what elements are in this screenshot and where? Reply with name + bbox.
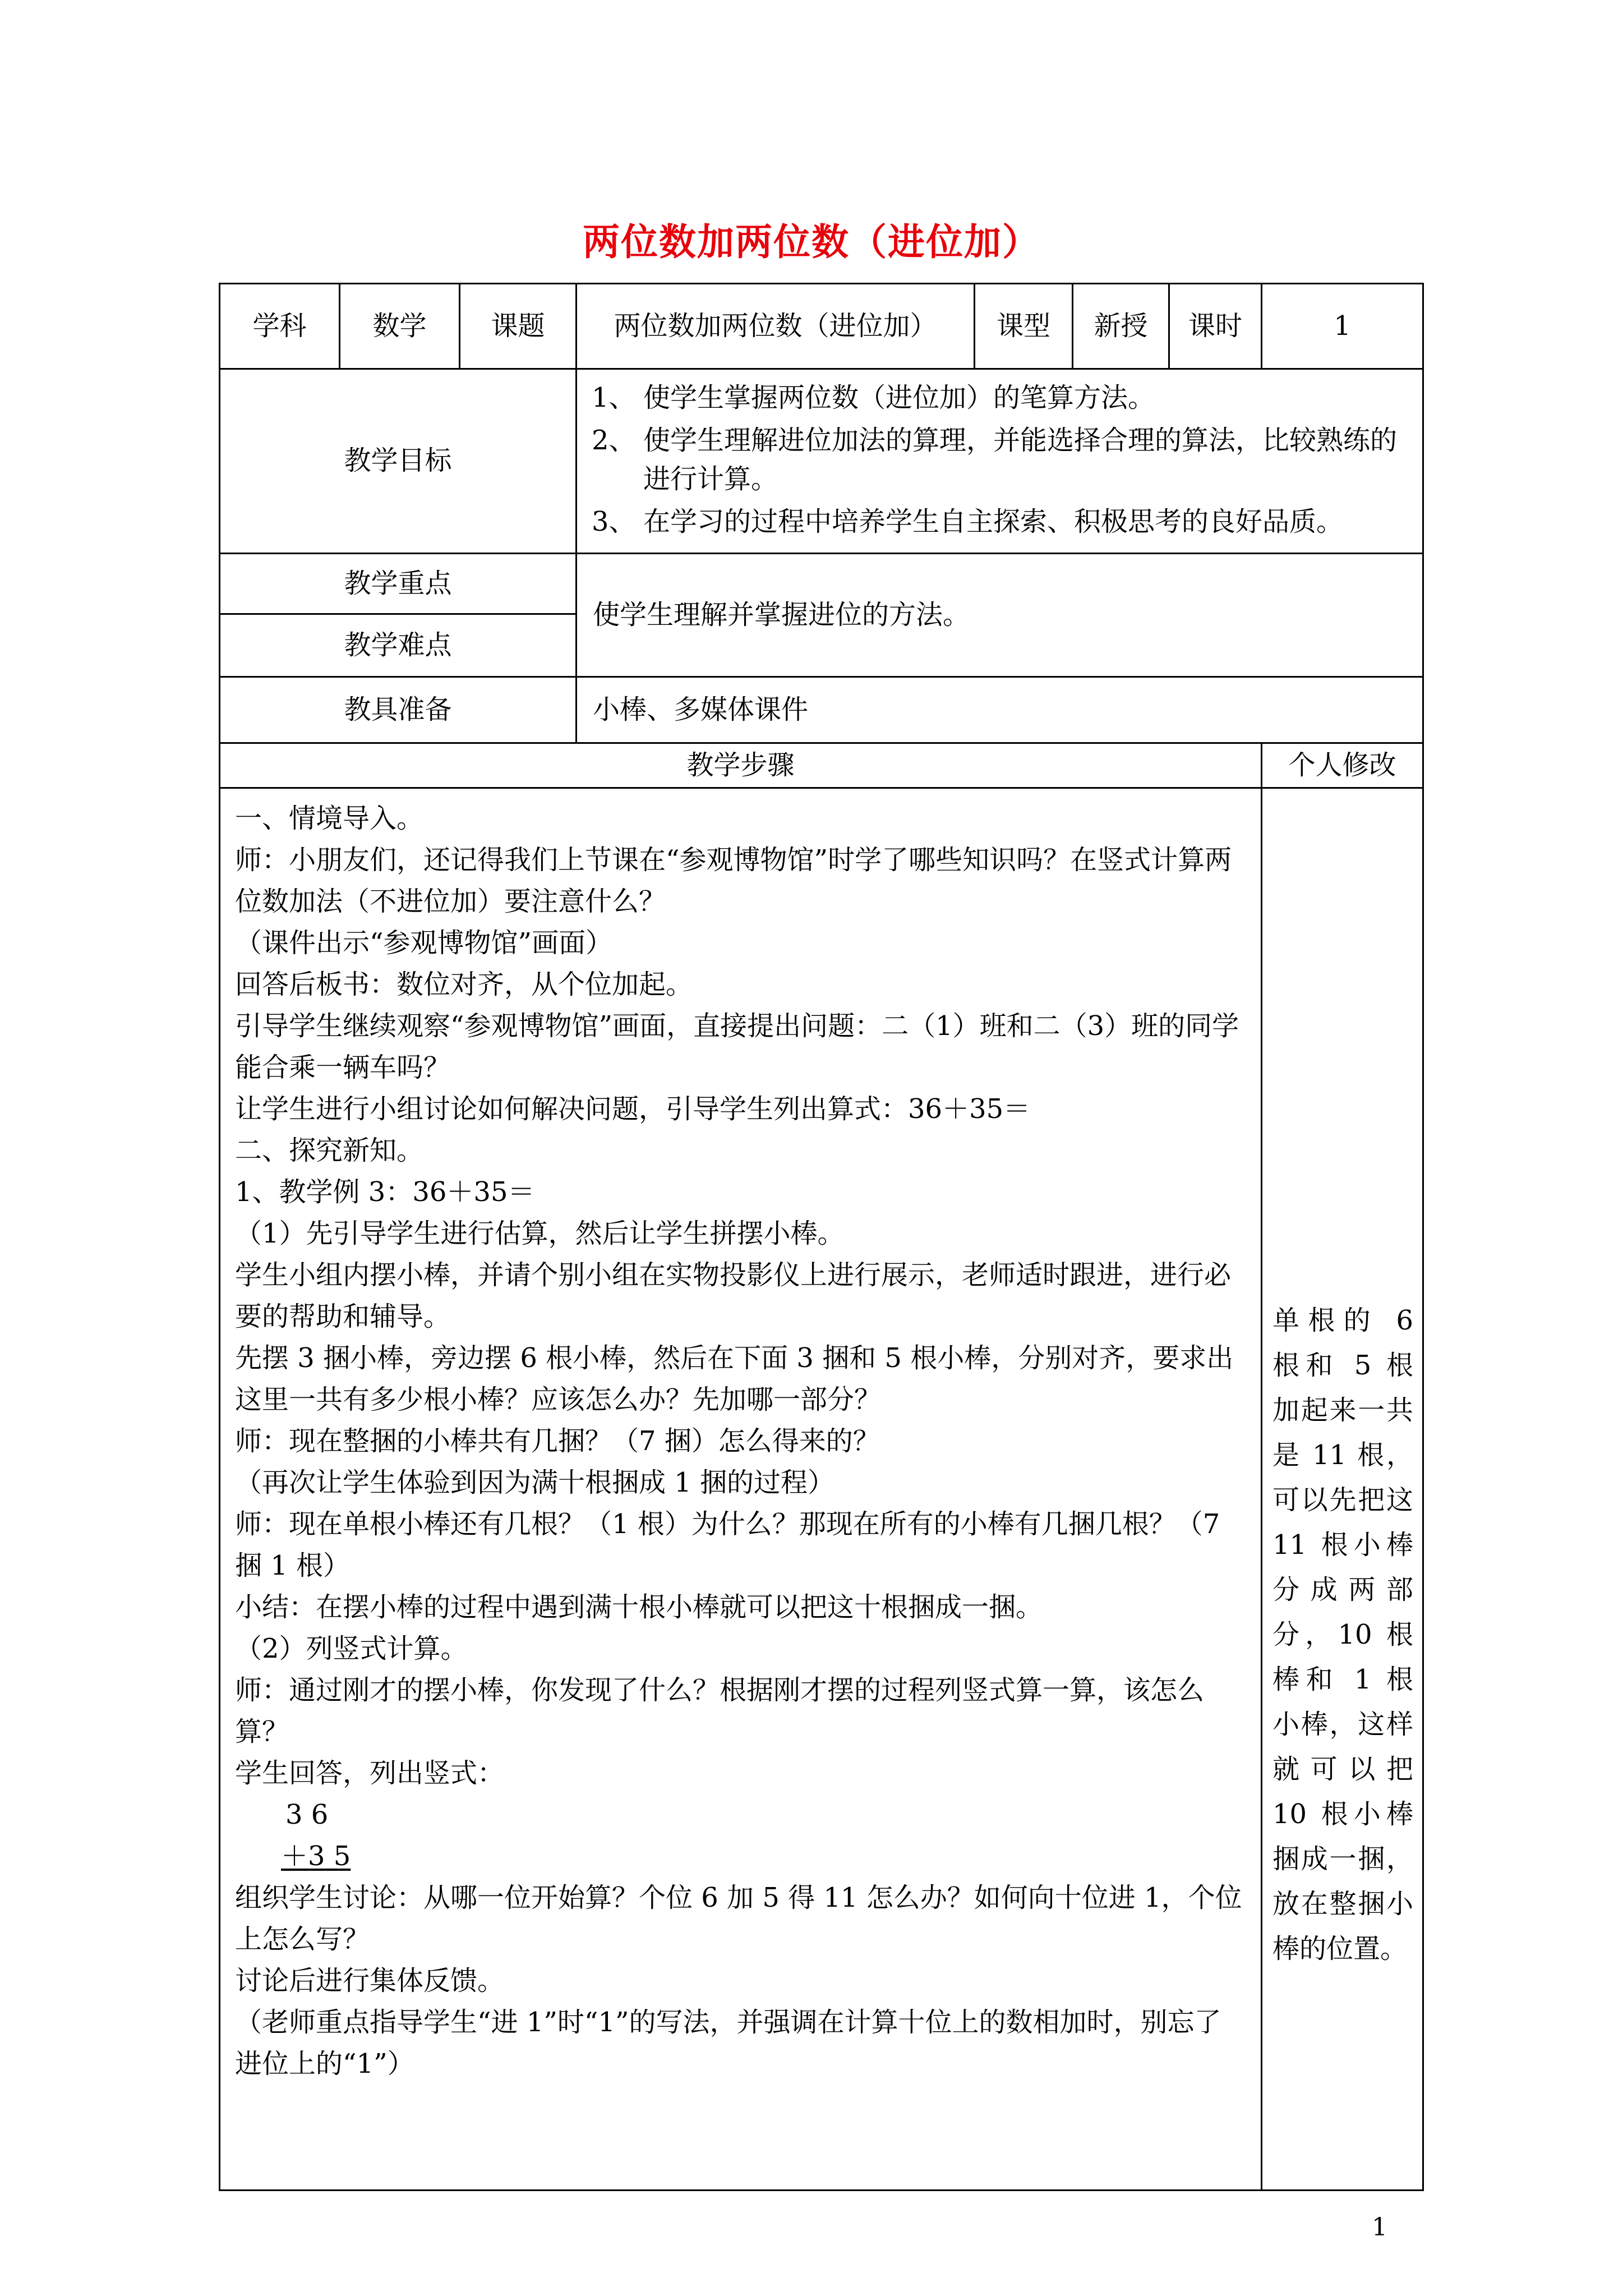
goal-item: 2、 使学生理解进位加法的算理，并能选择合理的算法，比较熟练的进行计算。 <box>592 424 1398 495</box>
page-number: 1 <box>1372 2213 1387 2242</box>
header-row <box>220 284 1423 369</box>
step-line: 一、情境导入。 <box>235 803 424 835</box>
subject-value: 数学 <box>340 284 460 369</box>
step-line: 让学生进行小组讨论如何解决问题，引导学生列出算式：36＋35＝ <box>235 1093 1031 1125</box>
step-line: （2）列竖式计算。 <box>235 1633 468 1665</box>
step-line: （老师重点指导学生“进 1”时“1”的写法，并强调在计算十位上的数相加时，别忘了进位上的“1”） <box>235 2007 1221 2080</box>
step-line: 组织学生讨论：从哪一位开始算？个位 6 加 5 得 11 怎么办？如何向十位进 1，个位上怎么写？ <box>235 1882 1242 1955</box>
type-value: 新授 <box>1073 284 1169 369</box>
step-line: 二、探究新知。 <box>235 1135 424 1167</box>
step-line: 先摆 3 捆小棒，旁边摆 6 根小棒，然后在下面 3 捆和 5 根小棒，分别对齐，要求出这里一共有多少根小棒？应该怎么办？先加哪一部分？ <box>235 1342 1234 1416</box>
step-line: 讨论后进行集体反馈。 <box>235 1965 505 1997</box>
goals-row <box>220 369 1423 554</box>
step-line: 师：小朋友们，还记得我们上节课在“参观博物馆”时学了哪些知识吗？在竖式计算两位数加法（不进位加）要注意什么？ <box>235 844 1232 918</box>
key-point-label: 教学重点 <box>220 554 577 614</box>
step-line: （再次让学生体验到因为满十根捆成 1 捆的过程） <box>235 1467 835 1499</box>
step-line: 学生回答，列出竖式： <box>235 1757 505 1789</box>
step-line: 师：通过刚才的摆小棒，你发现了什么？根据刚才摆的过程列竖式算一算，该怎么算？ <box>235 1674 1205 1748</box>
step-line: （1）先引导学生进行估算，然后让学生拼摆小棒。 <box>235 1218 845 1250</box>
goal-item: 1、 使学生掌握两位数（进位加）的笔算方法。 <box>592 382 1155 413</box>
step-line: 学生小组内摆小棒，并请个别小组在实物投影仪上进行展示，老师适时跟进，进行必要的帮助和辅导。 <box>235 1259 1232 1333</box>
goals-content <box>577 369 1423 554</box>
step-line: 小结：在摆小棒的过程中遇到满十根小棒就可以把这十根捆成一捆。 <box>235 1591 1043 1623</box>
type-label: 课型 <box>975 284 1073 369</box>
notes-header: 个人修改 <box>1262 743 1423 788</box>
steps-header: 教学步骤 <box>220 743 1262 788</box>
goals-label: 教学目标 <box>220 369 577 554</box>
step-line: （课件出示“参观博物馆”画面） <box>235 927 613 959</box>
period-value: 1 <box>1262 284 1423 369</box>
key-difficulty-content: 使学生理解并掌握进位的方法。 <box>577 554 1423 677</box>
topic-value: 两位数加两位数（进位加） <box>577 284 975 369</box>
goal-item: 3、 在学习的过程中培养学生自主探索、积极思考的良好品质。 <box>592 505 1344 537</box>
period-label: 课时 <box>1169 284 1262 369</box>
vertical-addend-bottom: ＋3 5 <box>281 1841 351 1872</box>
subject-label: 学科 <box>220 284 340 369</box>
materials-label: 教具准备 <box>220 677 577 743</box>
step-line: 回答后板书：数位对齐，从个位加起。 <box>235 969 693 1001</box>
materials-row <box>220 677 1423 743</box>
topic-label: 课题 <box>460 284 577 369</box>
key-point-row <box>220 554 1423 614</box>
steps-row <box>220 788 1423 2191</box>
steps-content <box>220 788 1262 2191</box>
notes-content <box>1262 788 1423 2191</box>
step-line: 师：现在单根小棒还有几根？（1 根）为什么？那现在所有的小棒有几捆几根？（7 捆 1 根） <box>235 1508 1220 1582</box>
lesson-plan-table <box>219 283 1424 2191</box>
difficulty-label: 教学难点 <box>220 614 577 677</box>
materials-content: 小棒、多媒体课件 <box>577 677 1423 743</box>
steps-header-row <box>220 743 1423 788</box>
step-line: 师：现在整捆的小棒共有几捆？（7 捆）怎么得来的？ <box>235 1425 880 1457</box>
document-title: 两位数加两位数（进位加） <box>583 220 1040 264</box>
step-line: 1、教学例 3：36＋35＝ <box>235 1176 535 1208</box>
vertical-addend-top: 3 6 <box>285 1799 329 1831</box>
step-line: 引导学生继续观察“参观博物馆”画面，直接提出问题：二（1）班和二（3）班的同学能合乘一辆车吗？ <box>235 1010 1239 1084</box>
note-text: 单根的 6 根和 5 根加起来一共是 11 根，可以先把这 11 根小棒分成两部分，10 根棒和 1 根小棒，这样就可以把 10 根小棒捆成一捆，放在整捆小棒的位置。 <box>1272 1305 1414 1965</box>
